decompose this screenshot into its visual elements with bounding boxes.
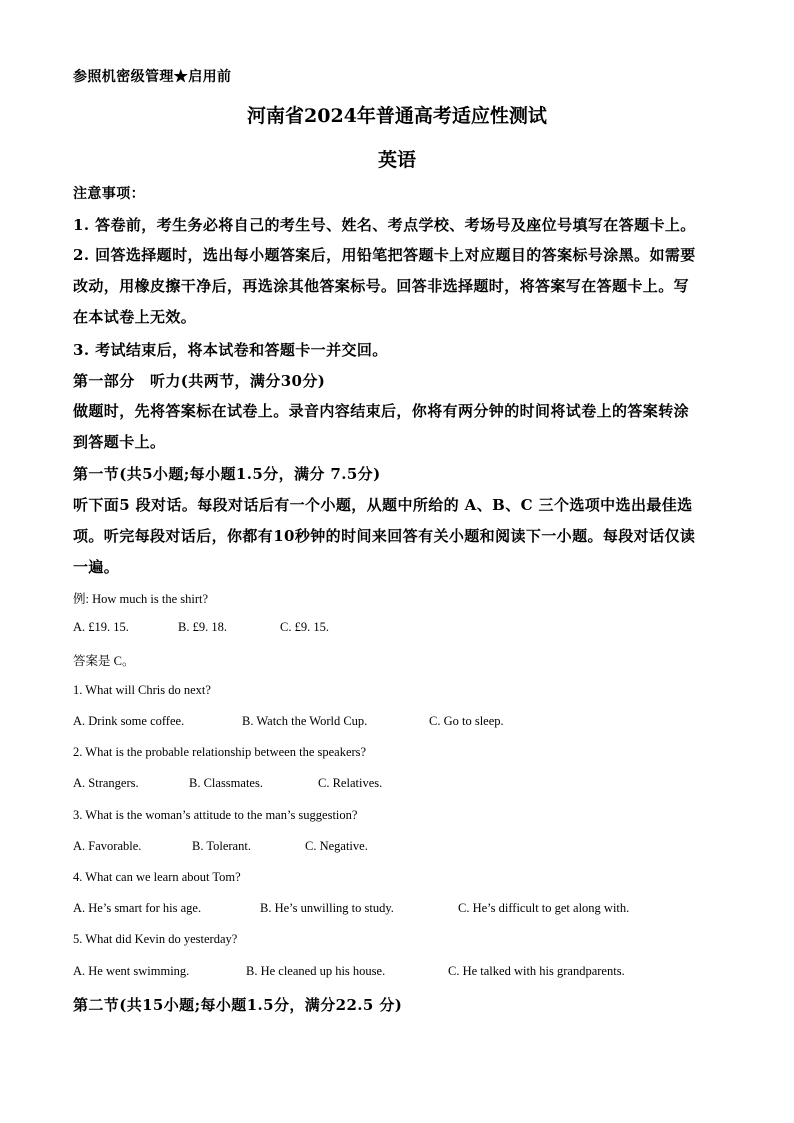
- section1-intro: 听下面5 段对话。每段对话后有一个小题，从题中所给的 A、B、C 三个选项中选出最佳选: [73, 496, 693, 514]
- question-option: B. He cleaned up his house.: [246, 964, 386, 978]
- example-answer: 答案是 C。: [73, 654, 135, 668]
- question-option: C. Negative.: [305, 839, 368, 853]
- question-option: B. Watch the World Cup.: [242, 714, 368, 728]
- exam-title: 河南省2024年普通高考适应性测试: [247, 105, 547, 127]
- question-option: C. Go to sleep.: [429, 714, 504, 728]
- question-option: C. Relatives.: [318, 776, 383, 790]
- question-option: C. He talked with his grandparents.: [448, 964, 625, 978]
- example-option: A. £19. 15.: [73, 620, 129, 634]
- question-option: A. Strangers.: [73, 776, 139, 790]
- notes-heading: 注意事项：: [73, 186, 145, 202]
- example-question: 例: How much is the shirt?: [73, 592, 209, 606]
- section1-intro: 项。听完每段对话后，你都有10秒钟的时间来回答有关小题和阅读下一小题。每段对话仅读: [73, 527, 696, 545]
- part1-intro: 到答题卡上。: [73, 433, 166, 451]
- subject-title: 英语: [377, 149, 416, 171]
- example-option: B. £9. 18.: [178, 620, 227, 634]
- notes-item: 3. 考试结束后，将本试卷和答题卡一并交回。: [73, 341, 388, 359]
- question-text: 1. What will Chris do next?: [73, 683, 211, 697]
- question-option: B. Tolerant.: [192, 839, 251, 853]
- question-option: A. He went swimming.: [73, 964, 190, 978]
- notes-item: 在本试卷上无效。: [73, 308, 197, 326]
- notes-item: 改动，用橡皮擦干净后，再选涂其他答案标号。回答非选择题时，将答案写在答题卡上。写: [73, 277, 690, 295]
- question-option: B. Classmates.: [189, 776, 263, 790]
- part1-heading: 第一部分 听力(共两节，满分30分): [73, 372, 326, 390]
- question-option: A. Favorable.: [73, 839, 142, 853]
- notes-item: 2. 回答选择题时，选出每小题答案后，用铅笔把答题卡上对应题目的答案标号涂黑。如需要: [73, 246, 696, 264]
- question-text: 2. What is the probable relationship between the speakers?: [73, 745, 367, 759]
- question-text: 4. What can we learn about Tom?: [73, 870, 241, 884]
- notes-item: 1. 答卷前，考生务必将自己的考生号、姓名、考点学校、考场号及座位号填写在答题卡上。: [73, 216, 696, 234]
- question-option: A. He’s smart for his age.: [73, 901, 202, 915]
- part1-intro: 做题时，先将答案标在试卷上。录音内容结束后，你将有两分钟的时间将试卷上的答案转涂: [73, 402, 690, 420]
- question-text: 3. What is the woman’s attitude to the man’s suggestion?: [73, 808, 358, 822]
- confidential-label: 参照机密级管理★启用前: [73, 69, 232, 85]
- question-option: C. He’s difficult to get along with.: [458, 901, 630, 915]
- example-option: C. £9. 15.: [280, 620, 329, 634]
- question-text: 5. What did Kevin do yesterday?: [73, 932, 238, 946]
- section1-intro: 一遍。: [73, 558, 120, 576]
- question-option: B. He’s unwilling to study.: [260, 901, 394, 915]
- section2-heading: 第二节(共15小题;每小题1.5分，满分22.5 分): [73, 996, 403, 1014]
- section1-heading: 第一节(共5小题;每小题1.5分，满分 7.5分): [73, 465, 381, 483]
- question-option: A. Drink some coffee.: [73, 714, 185, 728]
